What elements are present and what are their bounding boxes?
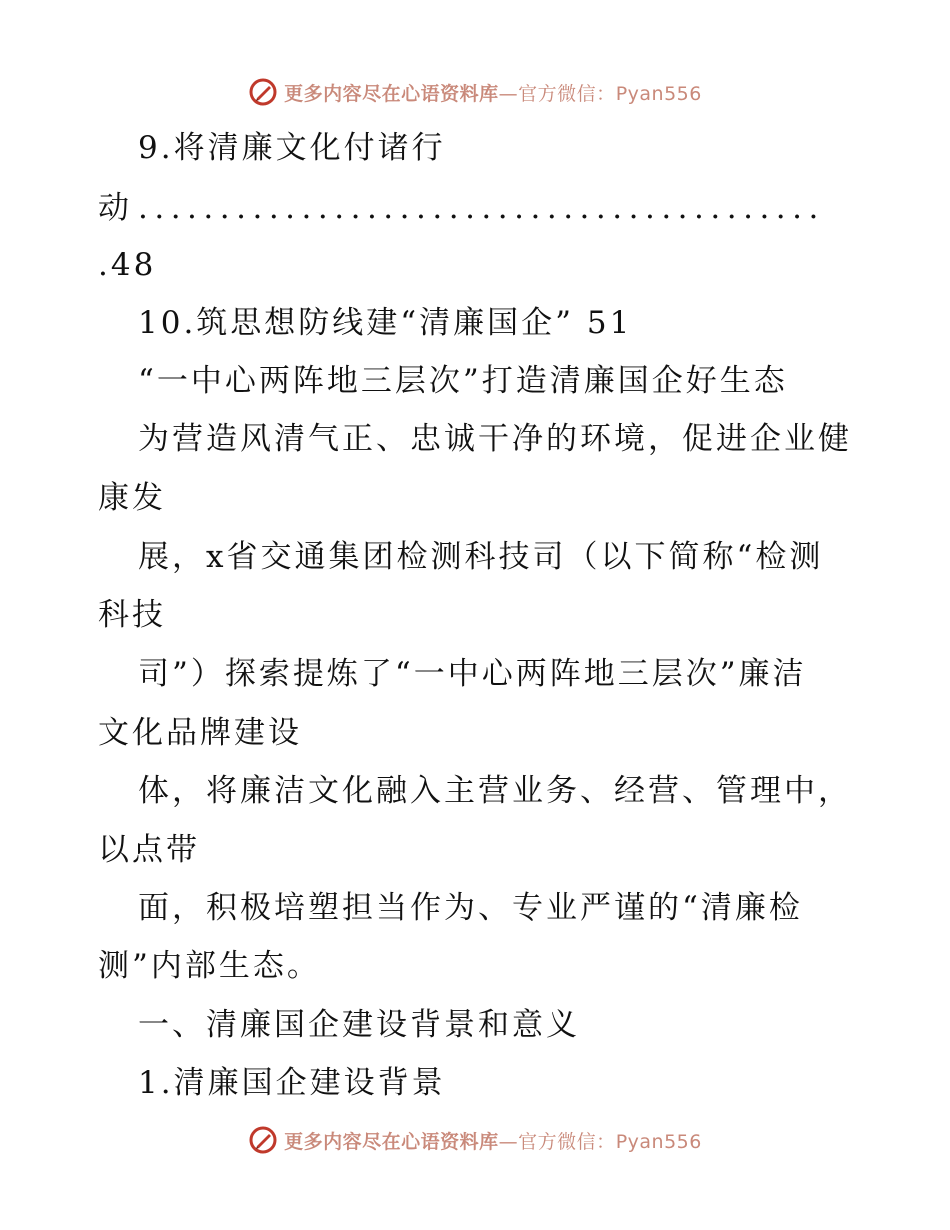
section-heading: 一、清廉国企建设背景和意义 [138,1007,580,1043]
toc-page-number: .48 [98,247,157,283]
watermark-banner-top [0,72,950,112]
paragraph-line: 为营造风清气正、忠诚干净的环境，促进企业健 [138,421,852,457]
toc-leader-dots: .......................................... [138,190,825,226]
toc-entry-9-continued: 动 [98,190,132,226]
watermark-text: 更多内容尽在心语资料库—官方微信：Pyan556 [284,82,702,105]
paragraph-line: 展，x省交通集团检测科技司（以下简称“检测 [138,539,824,575]
paragraph-line: 面，积极培塑担当作为、专业严谨的“清廉检 [138,890,803,926]
paragraph-line: 测”内部生态。 [98,948,321,984]
watermark-text: 更多内容尽在心语资料库—官方微信：Pyan556 [284,1130,702,1153]
subsection-heading: 1.清廉国企建设背景 [138,1065,446,1101]
paragraph-line: 体，将廉洁文化融入主营业务、经营、管理中， [138,773,852,809]
pen-logo-icon [248,77,278,107]
paragraph-line: 以点带 [98,832,200,868]
article-title: “一中心两阵地三层次”打造清廉国企好生态 [138,363,788,399]
paragraph-line: 文化品牌建设 [98,715,302,751]
paragraph-line: 康发 [98,480,166,516]
toc-entry-10: 10.筑思想防线建“清廉国企” 51 [138,305,633,341]
pen-logo-icon [248,1125,278,1155]
watermark-banner-bottom [0,1120,950,1160]
paragraph-line: 司”）探索提炼了“一中心两阵地三层次”廉洁 [138,656,807,692]
paragraph-line: 科技 [98,597,166,633]
toc-entry-9: 9.将清廉文化付诸行 [138,130,446,166]
